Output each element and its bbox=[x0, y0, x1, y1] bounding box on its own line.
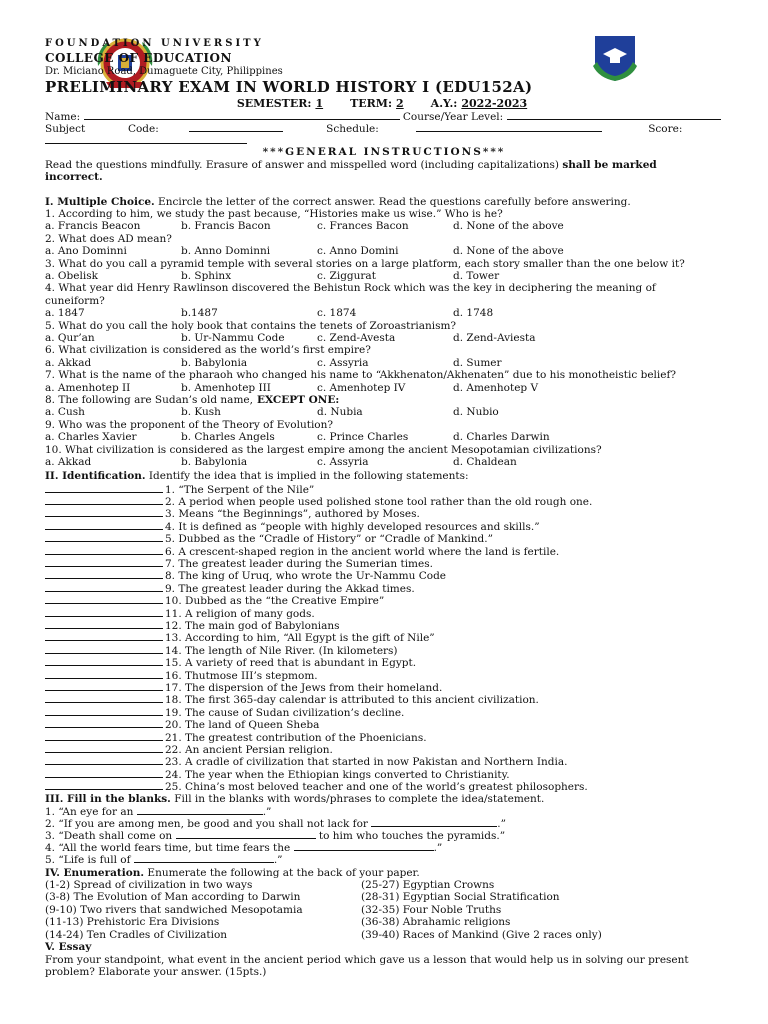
code-label: Code: bbox=[127, 123, 159, 135]
choice-option[interactable]: c. Anno Domini bbox=[317, 245, 399, 258]
instructions-text bbox=[45, 159, 723, 171]
choice-option[interactable]: b. Francis Bacon bbox=[181, 220, 271, 233]
question-text: 3. What do you call a pyramid temple with several stories on a large platform, each story smaller than the one below it? bbox=[45, 257, 685, 270]
mc-question-10 bbox=[45, 444, 602, 456]
identification-item-24 bbox=[45, 768, 510, 781]
semester-row bbox=[45, 97, 723, 110]
schedule-field[interactable] bbox=[416, 122, 602, 132]
ay-label: A.Y.: bbox=[430, 97, 458, 110]
instructions-incorrect: incorrect. bbox=[45, 171, 103, 183]
course-label: Course/Year Level: bbox=[402, 111, 504, 123]
question-text: 6. What civilization is considered as the world’s first empire? bbox=[45, 344, 371, 357]
exam-title: PRELIMINARY EXAM IN WORLD HISTORY I (EDU152A) bbox=[45, 78, 533, 96]
part3-heading: III. Fill in the blanks. bbox=[45, 793, 171, 805]
identification-item-8 bbox=[45, 569, 446, 582]
answer-blank[interactable] bbox=[45, 743, 163, 753]
item-text: 7. The greatest leader during the Sumerian times. bbox=[165, 557, 433, 570]
mc-question-8 bbox=[45, 394, 339, 406]
choice-option[interactable]: c. Assyria bbox=[317, 356, 369, 369]
fill-text: 2. “If you are among men, be good and you shall not lack for bbox=[45, 818, 368, 830]
identification-item-16 bbox=[45, 669, 318, 682]
item-text: 12. The main god of Babylonians bbox=[165, 619, 340, 632]
question-text: 8. The following are Sudan’s old name, bbox=[45, 394, 253, 406]
answer-blank[interactable] bbox=[45, 656, 163, 666]
ay-value: 2022-2023 bbox=[461, 97, 528, 110]
fill-text: 5. “Life is full of bbox=[45, 854, 131, 866]
term-label: TERM: bbox=[350, 97, 393, 110]
semester-value: 1 bbox=[315, 97, 324, 110]
identification-item-12 bbox=[45, 619, 340, 632]
answer-blank[interactable] bbox=[45, 780, 163, 790]
item-text: 22. An ancient Persian religion. bbox=[165, 743, 333, 756]
choice-option[interactable]: b. Amenhotep III bbox=[181, 381, 271, 394]
item-text: 15. A variety of reed that is abundant in Egypt. bbox=[165, 657, 417, 670]
identification-item-10 bbox=[45, 594, 384, 607]
part1-heading: I. Multiple Choice. bbox=[45, 196, 155, 208]
choice-option[interactable]: a. Cush bbox=[45, 406, 85, 419]
item-text: 23. A cradle of civilization that started in now Pakistan and Northern India. bbox=[165, 756, 568, 769]
fill-blank[interactable] bbox=[176, 829, 316, 839]
item-text: 10. Dubbed as the “the Creative Empire” bbox=[165, 595, 385, 608]
mc-question-1 bbox=[45, 208, 503, 220]
identification-item-13 bbox=[45, 631, 435, 644]
answer-blank[interactable] bbox=[45, 569, 163, 579]
instructions-body: Read the questions mindfully. Erasure of answer and misspelled word (including capitalizations) bbox=[45, 159, 559, 171]
item-text: 11. A religion of many gods. bbox=[165, 607, 315, 620]
fill-blank[interactable] bbox=[137, 805, 263, 815]
fill-blank[interactable] bbox=[294, 841, 434, 851]
answer-blank[interactable] bbox=[45, 619, 163, 629]
mc-question-7 bbox=[45, 369, 676, 381]
name-label: Name: bbox=[45, 111, 81, 123]
part2-heading: II. Identification. bbox=[45, 470, 146, 482]
part1-heading-line bbox=[45, 196, 631, 208]
choice-option[interactable]: a. Qur’an bbox=[45, 332, 95, 344]
item-text: 14. The length of Nile River. (In kilometers) bbox=[165, 644, 398, 657]
schedule-label: Schedule: bbox=[326, 123, 379, 135]
answer-blank[interactable] bbox=[45, 507, 163, 517]
question-text: 4. What year did Henry Rawlinson discovered the Behistun Rock which was the key in deciphering the meaning of bbox=[45, 282, 656, 295]
identification-item-6 bbox=[45, 545, 559, 558]
code-field[interactable] bbox=[189, 122, 283, 132]
choice-option[interactable]: c. Zend-Avesta bbox=[317, 332, 396, 344]
identification-item-1 bbox=[45, 483, 314, 496]
choice-option[interactable]: d. Zend-Aviesta bbox=[453, 332, 536, 344]
question-text: 1. According to him, we study the past because, “Histories make us wise.” Who is he? bbox=[45, 208, 503, 220]
item-text: 25. China’s most beloved teacher and one of the world’s greatest philosophers. bbox=[165, 781, 588, 794]
part3-directions: Fill in the blanks with words/phrases to complete the idea/statement. bbox=[174, 793, 545, 805]
choice-option[interactable]: d. Amenhotep V bbox=[453, 381, 539, 394]
identification-item-18 bbox=[45, 693, 539, 706]
identification-item-25 bbox=[45, 780, 588, 793]
question-text: 10. What civilization is considered as the largest empire among the ancient Mesopotamian civilizations? bbox=[45, 443, 602, 456]
choice-option[interactable]: a. Charles Xavier bbox=[45, 431, 137, 444]
question-emphasis: EXCEPT ONE: bbox=[256, 394, 340, 406]
part4-directions: Enumerate the following at the back of your paper. bbox=[147, 867, 420, 879]
item-text: 9. The greatest leader during the Akkad times. bbox=[165, 582, 415, 595]
mc-options bbox=[45, 431, 589, 443]
mc-options bbox=[45, 406, 589, 418]
fill-text: 4. “All the world fears time, but time fears the bbox=[45, 842, 291, 854]
choice-option[interactable]: d. Chaldean bbox=[453, 456, 517, 468]
choice-option[interactable]: d. 1748 bbox=[453, 307, 494, 320]
identification-item-20 bbox=[45, 718, 319, 731]
item-text: 2. A period when people used polished stone tool rather than the old rough one. bbox=[165, 495, 593, 508]
mc-options bbox=[45, 357, 589, 369]
answer-blank[interactable] bbox=[45, 755, 163, 765]
instructions-title: ***GENERAL INSTRUCTIONS*** bbox=[262, 146, 506, 158]
identification-item-7 bbox=[45, 557, 433, 570]
choice-option[interactable]: a. Akkad bbox=[45, 456, 92, 468]
mc-question-2 bbox=[45, 233, 172, 245]
identification-item-23 bbox=[45, 755, 567, 768]
choice-option[interactable]: b. Babylonia bbox=[181, 356, 248, 369]
enumeration-item: (11-13) Prehistoric Era Divisions bbox=[45, 916, 220, 929]
answer-blank[interactable] bbox=[45, 631, 163, 641]
item-text: 5. Dubbed as the “Cradle of History” or “Cradle of Mankind.” bbox=[165, 533, 493, 546]
choice-option[interactable]: d. Sumer bbox=[453, 356, 502, 369]
part4-heading-line bbox=[45, 867, 420, 879]
item-text: 8. The king of Uruq, who wrote the Ur-Nammu Code bbox=[165, 570, 446, 583]
choice-option[interactable]: b. Sphinx bbox=[181, 270, 232, 282]
choice-option[interactable]: a. Obelisk bbox=[45, 270, 98, 282]
choice-option[interactable]: d. None of the above bbox=[453, 245, 564, 258]
item-text: 24. The year when the Ethiopian kings converted to Christianity. bbox=[165, 768, 510, 781]
enumeration-item: (25-27) Egyptian Crowns bbox=[361, 879, 495, 891]
identification-item-2 bbox=[45, 495, 592, 508]
course-field[interactable] bbox=[507, 110, 721, 120]
score-label: Score: bbox=[648, 123, 683, 135]
item-text: 20. The land of Queen Sheba bbox=[165, 719, 320, 732]
part5-heading: V. Essay bbox=[45, 941, 92, 953]
identification-item-19 bbox=[45, 706, 404, 719]
answer-blank[interactable] bbox=[45, 545, 163, 555]
enumeration-item: (36-38) Abrahamic religions bbox=[361, 916, 511, 929]
part4-heading: IV. Enumeration. bbox=[45, 867, 145, 879]
question-text: 2. What does AD mean? bbox=[45, 232, 172, 245]
choice-option[interactable]: b. Ur-Nammu Code bbox=[181, 332, 285, 344]
answer-blank[interactable] bbox=[45, 557, 163, 567]
choice-option[interactable]: b.1487 bbox=[181, 307, 218, 320]
mc-question-5 bbox=[45, 320, 456, 332]
answer-blank[interactable] bbox=[45, 693, 163, 703]
mc-question-3 bbox=[45, 258, 685, 270]
answer-blank[interactable] bbox=[45, 718, 163, 728]
identification-item-17 bbox=[45, 681, 442, 694]
choice-option[interactable]: d. Nubia bbox=[317, 406, 363, 419]
identification-item-14 bbox=[45, 644, 398, 657]
item-text: 1. “The Serpent of the Nile” bbox=[165, 483, 315, 496]
mc-question-6 bbox=[45, 344, 371, 356]
item-text: 17. The dispersion of the Jews from their homeland. bbox=[165, 681, 443, 694]
address: Dr. Miciano Road, Dumaguete City, Philippines bbox=[45, 66, 283, 77]
choice-option[interactable]: d. Tower bbox=[453, 270, 500, 282]
fill-blank[interactable] bbox=[371, 817, 497, 827]
essay-line-2: problem? Elaborate your answer. (15pts.) bbox=[45, 966, 267, 978]
answer-blank[interactable] bbox=[45, 706, 163, 716]
fill-text: .” bbox=[497, 818, 506, 830]
choice-option[interactable]: d. Nubio bbox=[453, 406, 499, 419]
choice-option[interactable]: c. 1874 bbox=[317, 307, 357, 320]
mc-question-9 bbox=[45, 419, 333, 431]
answer-blank[interactable] bbox=[45, 607, 163, 617]
enumeration-item: (28-31) Egyptian Social Stratification bbox=[361, 891, 560, 904]
choice-option[interactable]: a. Francis Beacon bbox=[45, 220, 141, 233]
identification-item-22 bbox=[45, 743, 333, 756]
fill-blank[interactable] bbox=[134, 853, 274, 863]
fill-text: .” bbox=[433, 842, 443, 854]
item-text: 18. The first 365-day calendar is attributed to this ancient civilization. bbox=[165, 694, 539, 707]
item-text: 3. Means “the Beginnings”, authored by Moses. bbox=[165, 508, 420, 521]
identification-item-5 bbox=[45, 532, 493, 545]
choice-option[interactable]: a. Amenhotep II bbox=[45, 381, 131, 394]
choice-option[interactable]: c. Assyria bbox=[317, 456, 369, 468]
question-text: 9. Who was the proponent of the Theory of Evolution? bbox=[45, 418, 334, 431]
identification-item-3 bbox=[45, 507, 420, 520]
fill-text: 1. “An eye for an bbox=[45, 806, 134, 818]
choice-option[interactable]: c. Frances Bacon bbox=[317, 220, 409, 233]
question-text: 7. What is the name of the pharaoh who changed his name to “Akkhenaton/Akhenaten” due to his monotheistic belief? bbox=[45, 369, 676, 382]
choice-option[interactable]: b. Anno Dominni bbox=[181, 245, 271, 258]
identification-item-9 bbox=[45, 582, 415, 595]
item-text: 13. According to him, “All Egypt is the gift of Nile” bbox=[165, 632, 435, 645]
item-text: 19. The cause of Sudan civilization’s decline. bbox=[165, 706, 405, 719]
subject-label: Subject bbox=[45, 123, 86, 135]
enumeration-item: (1-2) Spread of civilization in two ways bbox=[45, 879, 253, 891]
identification-item-11 bbox=[45, 607, 315, 620]
mc-options bbox=[45, 245, 589, 257]
choice-option[interactable]: a. Akkad bbox=[45, 356, 92, 369]
college-name: COLLEGE OF EDUCATION bbox=[45, 51, 232, 65]
choice-option[interactable]: c. Ziggurat bbox=[317, 270, 376, 282]
part3-heading-line bbox=[45, 793, 544, 805]
mc-options bbox=[45, 382, 589, 394]
identification-item-21 bbox=[45, 731, 427, 744]
choice-option[interactable]: b. Charles Angels bbox=[181, 431, 275, 444]
fill-text: to him who touches the pyramids.” bbox=[318, 830, 506, 842]
mc-options bbox=[45, 332, 589, 344]
answer-blank[interactable] bbox=[45, 495, 163, 505]
choice-option[interactable]: c. Prince Charles bbox=[317, 431, 409, 444]
question-text-cont: cuneiform? bbox=[45, 294, 105, 307]
answer-blank[interactable] bbox=[45, 644, 163, 654]
choice-option[interactable]: b. Babylonia bbox=[181, 456, 248, 468]
answer-blank[interactable] bbox=[45, 594, 163, 604]
answer-blank[interactable] bbox=[45, 520, 163, 530]
name-field[interactable] bbox=[84, 110, 400, 120]
answer-blank[interactable] bbox=[45, 768, 163, 778]
enumeration-item: (32-35) Four Noble Truths bbox=[361, 903, 502, 916]
fill-text: 3. “Death shall come on bbox=[45, 830, 173, 842]
fill-item-5 bbox=[45, 853, 283, 866]
item-text: 4. It is defined as “people with highly developed resources and skills.” bbox=[165, 520, 540, 533]
university-name: FOUNDATION UNIVERSITY bbox=[45, 38, 264, 49]
enumeration-item: (39-40) Races of Mankind (Give 2 races only) bbox=[361, 928, 602, 941]
mc-question-4 bbox=[45, 282, 656, 294]
essay-line-1: From your standpoint, what event in the ancient period which gave us a lesson that would help us in solving our present bbox=[45, 954, 689, 966]
item-text: 21. The greatest contribution of the Phoenicians. bbox=[165, 731, 427, 744]
instructions-bold: shall be marked bbox=[562, 159, 657, 171]
item-text: 16. Thutmose III’s stepmom. bbox=[165, 669, 318, 682]
answer-blank[interactable] bbox=[45, 681, 163, 691]
semester-label: SEMESTER: bbox=[236, 97, 312, 110]
choice-option[interactable]: d. Charles Darwin bbox=[453, 431, 550, 444]
part2-directions: Identify the idea that is implied in the following statements: bbox=[148, 470, 469, 482]
answer-blank[interactable] bbox=[45, 532, 163, 542]
answer-blank[interactable] bbox=[45, 582, 163, 592]
mc-options bbox=[45, 220, 589, 232]
enumeration-item: (3-8) The Evolution of Man according to Darwin bbox=[45, 891, 301, 904]
enumeration-item: (14-24) Ten Cradles of Civilization bbox=[45, 928, 228, 941]
choice-option[interactable]: a. Ano Dominni bbox=[45, 245, 127, 258]
answer-blank[interactable] bbox=[45, 669, 163, 679]
choice-option[interactable]: c. Amenhotep IV bbox=[317, 381, 406, 394]
identification-item-15 bbox=[45, 656, 416, 669]
enumeration-item: (9-10) Two rivers that sandwiched Mesopotamia bbox=[45, 903, 303, 916]
item-text: 6. A crescent-shaped region in the ancient world where the land is fertile. bbox=[165, 545, 560, 558]
mc-options bbox=[45, 270, 589, 282]
choice-option[interactable]: a. 1847 bbox=[45, 307, 85, 320]
term-value: 2 bbox=[396, 97, 404, 110]
part2-heading-line bbox=[45, 470, 469, 482]
choice-option[interactable]: d. None of the above bbox=[453, 220, 564, 233]
mc-options bbox=[45, 307, 589, 319]
identification-item-4 bbox=[45, 520, 540, 533]
fill-text: .” bbox=[273, 854, 283, 866]
answer-blank[interactable] bbox=[45, 483, 163, 493]
choice-option[interactable]: b. Kush bbox=[181, 406, 221, 419]
score-field[interactable] bbox=[45, 134, 247, 144]
mc-options bbox=[45, 456, 589, 468]
part1-directions: Encircle the letter of the correct answer. Read the questions carefully before answering. bbox=[158, 196, 631, 208]
answer-blank[interactable] bbox=[45, 731, 163, 741]
fill-text: .” bbox=[262, 806, 272, 818]
question-text: 5. What do you call the holy book that contains the tenets of Zoroastrianism? bbox=[45, 319, 457, 332]
